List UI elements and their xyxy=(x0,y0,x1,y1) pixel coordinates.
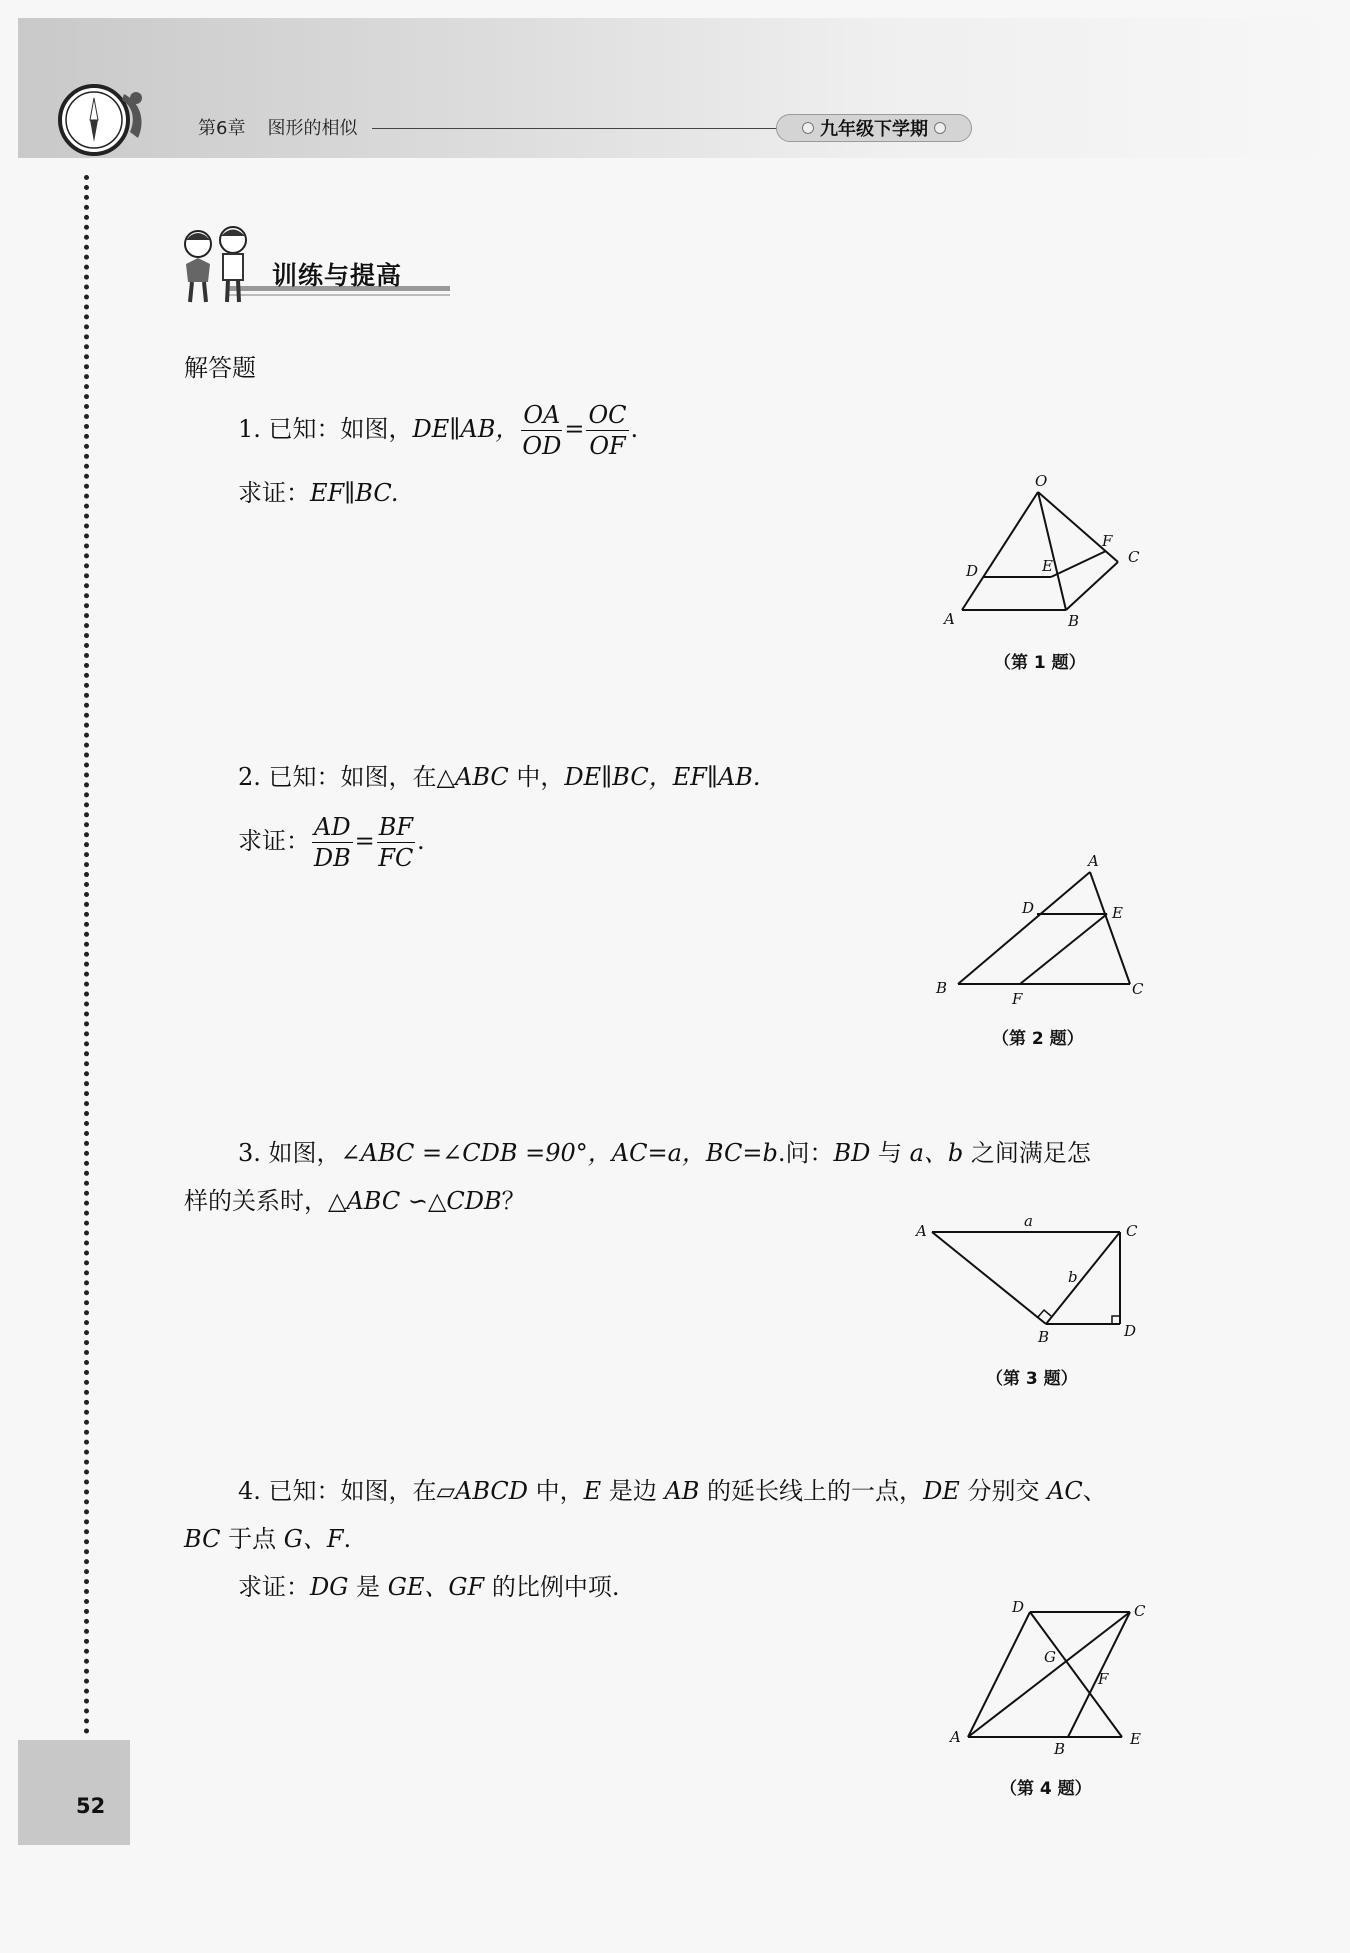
q1-prove-label: 求证： xyxy=(238,479,310,507)
q2-triangle: △ABC xyxy=(436,763,509,791)
q2-prove xyxy=(238,812,425,873)
chapter-number: 第6章 xyxy=(198,118,246,139)
q1-fraction-1 xyxy=(521,400,562,461)
q4-e: E xyxy=(583,1477,602,1505)
q4-in: 中， xyxy=(528,1477,584,1505)
q4-is: 是 xyxy=(348,1573,388,1601)
banner-title: 训练与提高 xyxy=(272,261,403,290)
section-title: 解答题 xyxy=(184,354,256,382)
q4-label-A: A xyxy=(950,1728,961,1746)
q2-given xyxy=(238,762,761,792)
q1-label-F: F xyxy=(1102,532,1113,550)
page-number-box xyxy=(18,1740,130,1845)
q2-f1-den: DB xyxy=(313,844,351,872)
q3-label-C: C xyxy=(1126,1222,1138,1240)
q2-prove-label: 求证： xyxy=(238,827,310,855)
q4-prove xyxy=(238,1572,619,1602)
q4-label-E: E xyxy=(1130,1730,1141,1748)
q2-caption: （第 2 题） xyxy=(992,1029,1084,1049)
bullet-icon xyxy=(802,122,814,134)
q3-label-B: B xyxy=(1038,1328,1050,1346)
chapter-heading xyxy=(198,114,357,140)
q3-label-A: A xyxy=(916,1222,927,1240)
q4-caption: （第 4 题） xyxy=(1000,1779,1092,1799)
q3-ask: .问： xyxy=(777,1139,834,1167)
q2-f2-num: BF xyxy=(378,813,413,841)
q4-label-G: G xyxy=(1044,1648,1056,1666)
q3-prefix: 3. 如图， xyxy=(238,1139,341,1167)
compass-clock-icon xyxy=(52,72,148,168)
q2-fraction-1 xyxy=(312,812,353,873)
q1-label-B: B xyxy=(1068,612,1080,630)
q2-label-A: A xyxy=(1088,852,1099,870)
q2-label-F: F xyxy=(1012,990,1023,1008)
q4-ab: AB xyxy=(664,1477,700,1505)
q1-eq: = xyxy=(564,415,585,443)
q4-label-C: C xyxy=(1134,1602,1146,1620)
q1-figure xyxy=(940,470,1150,640)
q4-prove-label: 求证： xyxy=(238,1573,310,1601)
q4-ge-gf: GE、GF xyxy=(387,1573,485,1601)
q2-f1-num: AD xyxy=(314,813,351,841)
q1-prove-expr: EF∥BC. xyxy=(310,479,399,507)
q1-label-O: O xyxy=(1035,472,1048,490)
bullet-icon xyxy=(934,122,946,134)
q3-label-a: a xyxy=(1024,1212,1033,1230)
q4-period: . xyxy=(343,1525,352,1553)
q1-f2-den: OF xyxy=(589,432,626,460)
q1-end: . xyxy=(630,415,639,443)
q4-intersect: 分别交 xyxy=(959,1477,1048,1505)
q4-ac: AC xyxy=(1047,1477,1083,1505)
q2-figure xyxy=(930,852,1150,1012)
q2-end: . xyxy=(416,827,425,855)
grade-label: 九年级下学期 xyxy=(820,119,928,140)
q3-line2-prefix: 样的关系时， xyxy=(184,1187,328,1215)
q3-similar-expr: △ABC ∽△CDB xyxy=(328,1187,502,1215)
q1-given-expr: DE∥AB， xyxy=(412,415,520,443)
q3-line1 xyxy=(238,1138,1091,1168)
q1-label-A: A xyxy=(944,610,955,628)
q2-eq: = xyxy=(354,827,375,855)
q3-figure xyxy=(910,1210,1150,1350)
q1-label-E: E xyxy=(1042,557,1053,575)
q2-prefix: 2. 已知：如图，在 xyxy=(238,763,437,791)
q4-line1 xyxy=(238,1476,1107,1506)
q2-label-D: D xyxy=(1022,899,1035,917)
q4-figure xyxy=(940,1592,1160,1762)
q4-extension: 的延长线上的一点， xyxy=(699,1477,924,1505)
q1-prefix: 1. 已知：如图， xyxy=(238,415,413,443)
q3-given-expr: ∠ABC =∠CDB =90°，AC=a，BC=b xyxy=(340,1139,778,1167)
q3-ab: a、b xyxy=(909,1139,964,1167)
q1-label-C: C xyxy=(1128,548,1140,566)
q3-caption: （第 3 题） xyxy=(986,1369,1078,1389)
q2-given-expr: DE∥BC，EF∥AB. xyxy=(564,763,761,791)
q4-label-B: B xyxy=(1054,1740,1066,1758)
q4-comma: 、 xyxy=(1082,1477,1107,1505)
q1-label-D: D xyxy=(966,562,979,580)
q3-suffix: 之间满足怎 xyxy=(963,1139,1091,1167)
q2-f2-den: FC xyxy=(378,844,414,872)
q4-gf: G、F xyxy=(283,1525,344,1553)
q1-given xyxy=(238,400,638,461)
q4-dg: DG xyxy=(310,1573,349,1601)
q2-fraction-2 xyxy=(377,812,415,873)
q1-fraction-2 xyxy=(586,400,628,461)
q2-label-E: E xyxy=(1112,904,1123,922)
q3-line2 xyxy=(184,1186,526,1216)
grade-badge xyxy=(776,114,972,142)
q4-line2 xyxy=(184,1524,351,1554)
q3-bd: BD xyxy=(833,1139,871,1167)
q3-label-D: D xyxy=(1124,1322,1137,1340)
q4-de: DE xyxy=(923,1477,960,1505)
q3-question-mark: ？ xyxy=(501,1187,526,1215)
q1-f2-num: OC xyxy=(588,401,627,429)
q4-parallelogram: ▱ABCD xyxy=(436,1477,529,1505)
q4-is-side: 是边 xyxy=(601,1477,665,1505)
q1-f1-den: OD xyxy=(522,432,562,460)
q4-label-F: F xyxy=(1098,1670,1109,1688)
q3-with: 与 xyxy=(870,1139,910,1167)
q4-at-points: 于点 xyxy=(220,1525,284,1553)
q2-mid: 中， xyxy=(508,763,565,791)
q2-label-B: B xyxy=(936,979,948,997)
q4-prefix: 4. 已知：如图，在 xyxy=(238,1477,437,1505)
q2-label-C: C xyxy=(1132,980,1144,998)
header-rule xyxy=(372,128,784,129)
page-number: 52 xyxy=(76,1794,106,1818)
q4-bc: BC xyxy=(184,1525,221,1553)
q1-caption: （第 1 题） xyxy=(994,653,1086,673)
q1-f1-num: OA xyxy=(523,401,561,429)
chapter-title: 图形的相似 xyxy=(267,118,358,139)
q3-label-b: b xyxy=(1068,1268,1078,1286)
q4-mean: 的比例中项. xyxy=(484,1573,620,1601)
q4-label-D: D xyxy=(1012,1598,1025,1616)
q1-prove xyxy=(238,478,398,508)
margin-dotted-line xyxy=(84,175,89,1735)
